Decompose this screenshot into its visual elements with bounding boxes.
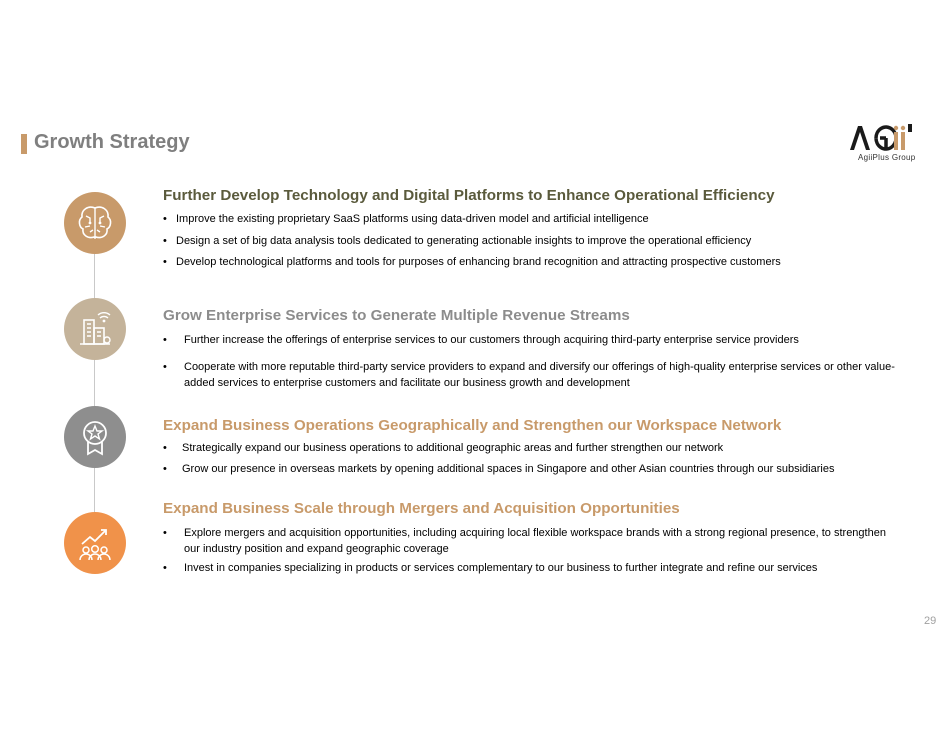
award-badge-icon [64, 406, 126, 468]
bullet-marker: • [163, 361, 167, 373]
bullet-text: Further increase the offerings of enterprise services to our customers through acquiring third-party enterprise service providers [184, 334, 799, 346]
bullet-text: Cooperate with more reputable third-party service providers to expand and diversify our offerings of high-quality enterprise services or other value-added services to enterprise customers and facilitate our business growth and development [184, 361, 895, 389]
list-item [163, 254, 893, 270]
section-title-geographic-expansion: Expand Business Operations Geographically and Strengthen our Workspace Network [163, 417, 782, 434]
page-number: 29 [924, 615, 937, 627]
bullet-text: Design a set of big data analysis tools dedicated to generating actionable insights to improve the operational efficiency [176, 235, 752, 247]
bullet-marker: • [163, 562, 167, 574]
section-title-mergers-acquisitions: Expand Business Scale through Mergers and Acquisition Opportunities [163, 500, 680, 517]
bullet-marker: • [163, 235, 167, 247]
bullet-text: Strategically expand our business operations to additional geographic areas and further strengthen our network [182, 442, 724, 454]
timeline-connector [94, 222, 95, 542]
bullet-marker: • [163, 213, 167, 225]
list-item [163, 440, 898, 456]
list-item [163, 332, 898, 348]
list-item [163, 233, 893, 249]
bullet-text: Improve the existing proprietary SaaS platforms using data-driven model and artificial intelligence [176, 213, 649, 225]
list-item [163, 359, 898, 391]
bullet-text: Explore mergers and acquisition opportunities, including acquiring local flexible workspace brands with a strong regional presence, to strengthen our industry position and expand geographic coverage [184, 527, 886, 555]
list-item [163, 560, 893, 576]
bullet-marker: • [163, 463, 167, 475]
bullet-marker: • [163, 442, 167, 454]
bullet-text: Develop technological platforms and tools for purposes of enhancing brand recognition and attracting prospective customers [176, 256, 781, 268]
bullet-marker: • [163, 527, 167, 539]
logo-tagline: AgiiPlus Group [858, 153, 916, 162]
list-item [163, 211, 893, 227]
team-growth-icon [64, 512, 126, 574]
section-title-enterprise-services: Grow Enterprise Services to Generate Multiple Revenue Streams [163, 307, 630, 324]
section-title-technology: Further Develop Technology and Digital Platforms to Enhance Operational Efficiency [163, 187, 775, 204]
page-title: Growth Strategy [34, 131, 190, 153]
logo-mark-icon [846, 122, 926, 152]
smart-building-icon [64, 298, 126, 360]
bullet-marker: • [163, 256, 167, 268]
bullet-text: Invest in companies specializing in products or services complementary to our business to further integrate and refine our services [184, 562, 818, 574]
bullet-marker: • [163, 334, 167, 346]
list-item [163, 461, 898, 477]
list-item [163, 525, 893, 557]
brain-icon [64, 192, 126, 254]
bullet-text: Grow our presence in overseas markets by opening additional spaces in Singapore and other Asian countries through our subsidiaries [182, 463, 835, 475]
title-accent-bar [21, 134, 27, 154]
